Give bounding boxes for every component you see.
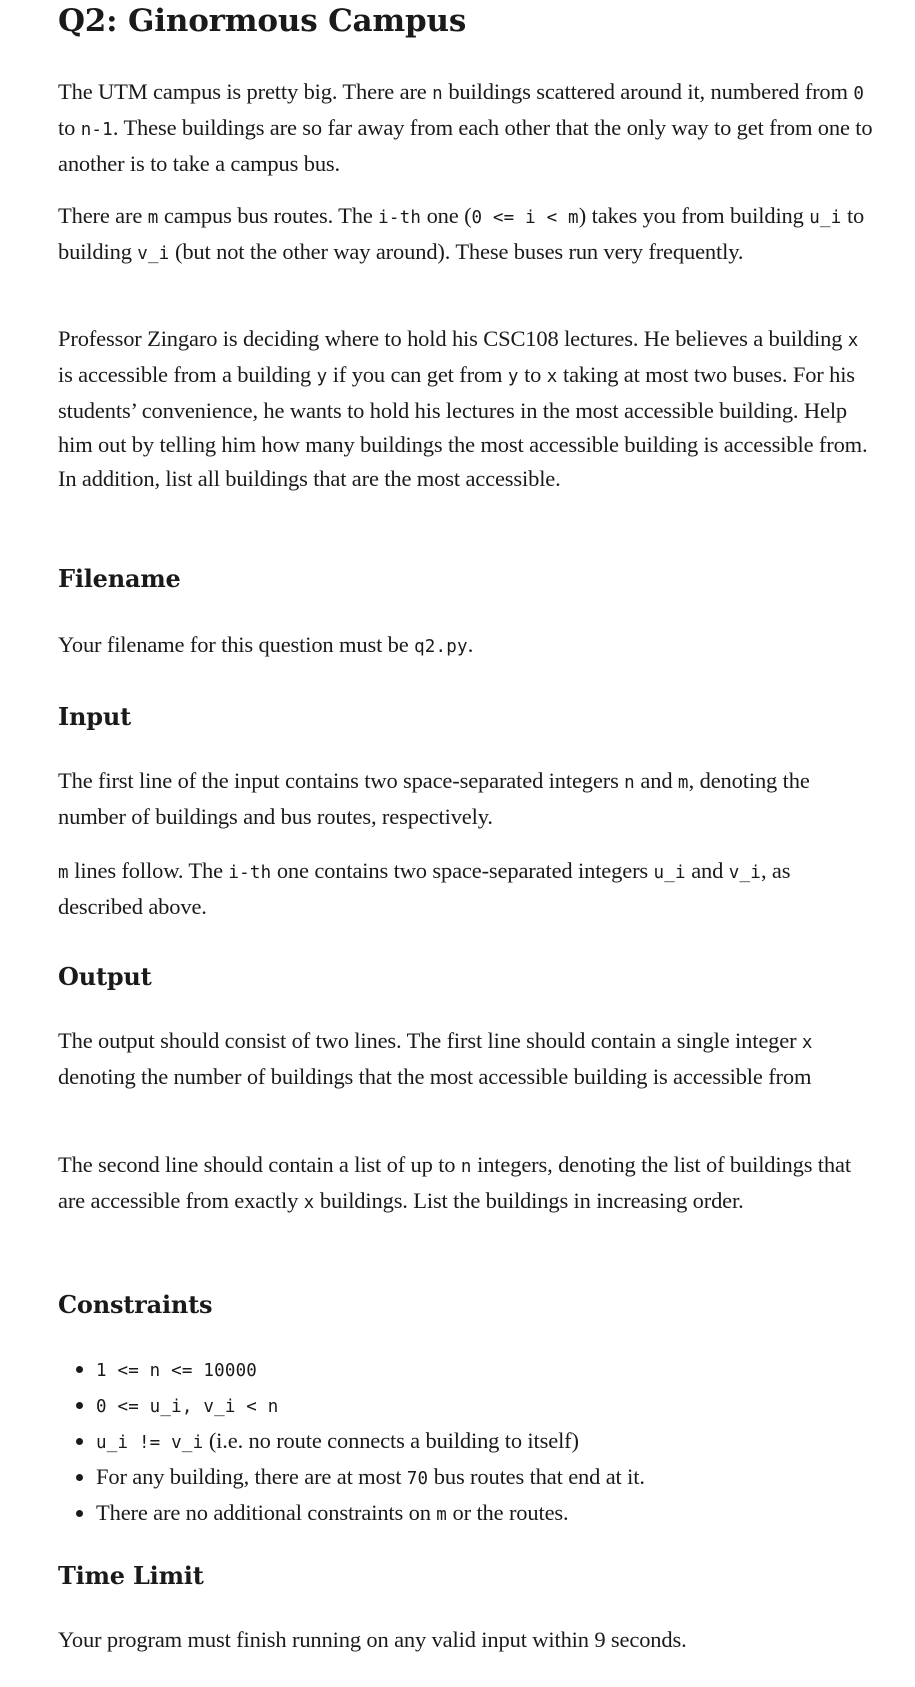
code-m: m [677, 773, 689, 793]
code-x: x [303, 1193, 315, 1213]
section-heading-time-limit: Time Limit [58, 1561, 204, 1590]
filename-paragraph: Your filename for this question must be q2.py. [58, 632, 474, 657]
list-item: There are no additional constraints on m or the routes. [96, 1496, 915, 1532]
list-item: 0 <= u_i, v_i < n [96, 1388, 915, 1424]
code-x: x [801, 1033, 813, 1053]
code-ui: u_i [653, 863, 686, 883]
code-n: n [432, 84, 443, 104]
code-y: y [507, 367, 519, 387]
code-ith: i-th [378, 208, 422, 228]
code-ith: i-th [228, 863, 272, 883]
code-m: m [147, 208, 159, 228]
output-paragraph-1: The output should consist of two lines. The first line should contain a single integer x denoting the number of buildings that the most accessible building is accessible from [58, 1028, 813, 1089]
constraints-list [58, 1352, 915, 1532]
section-heading-input: Input [58, 702, 131, 731]
code-x: x [847, 331, 859, 351]
code-zero: 0 [853, 84, 865, 104]
section-heading-output: Output [58, 962, 152, 991]
intro-paragraph-2: There are m campus bus routes. The i-th one (0 <= i < m) takes you from building u_i to building v_i (but not the other way around). These buses run very frequently. [58, 203, 865, 264]
code-y: y [316, 367, 328, 387]
input-paragraph-1: The first line of the input contains two space-separated integers n and m, denoting the number of buildings and bus routes, respectively. [58, 768, 810, 829]
section-heading-filename: Filename [58, 564, 181, 593]
code-m: m [58, 863, 69, 883]
code-vi: v_i [728, 863, 761, 883]
time-limit-paragraph: Your program must finish running on any valid input within 9 seconds. [58, 1627, 687, 1652]
code-n: n [624, 773, 635, 793]
list-item: For any building, there are at most 70 bus routes that end at it. [96, 1460, 915, 1496]
code-n-minus-1: n-1 [80, 120, 113, 140]
output-paragraph-2: The second line should contain a list of up to n integers, denoting the list of buildings that are accessible from exactly x buildings. List the buildings in increasing order. [58, 1152, 851, 1213]
input-paragraph-2: m lines follow. The i-th one contains two space-separated integers u_i and v_i, as described above. [58, 858, 791, 919]
page-title: Q2: Ginormous Campus [58, 3, 467, 39]
section-heading-constraints: Constraints [58, 1290, 213, 1319]
code-ui: u_i [809, 208, 842, 228]
code-range: 0 <= i < m [471, 208, 579, 228]
code-n: n [460, 1157, 472, 1177]
code-filename: q2.py [414, 637, 468, 657]
list-item: 1 <= n <= 10000 [96, 1352, 915, 1388]
code-vi: v_i [137, 244, 170, 264]
intro-paragraph-1: The UTM campus is pretty big. There are n buildings scattered around it, numbered from 0 to n-1. These buildings are so far away from each other that the only way to get from one to another is to take a campus bus. [58, 79, 873, 176]
intro-paragraph-3: Professor Zingaro is deciding where to hold his CSC108 lectures. He believes a building x is accessible from a building y if you can get from y to x taking at most two buses. For his students’ convenience, he wants to hold his lectures in the most accessible building. Help him out by telling him how many buildings the most accessible building is accessible from. In addition, list all buildings that are the most accessible. [58, 326, 868, 491]
list-item: u_i != v_i (i.e. no route connects a building to itself) [96, 1424, 915, 1460]
code-x: x [546, 367, 558, 387]
